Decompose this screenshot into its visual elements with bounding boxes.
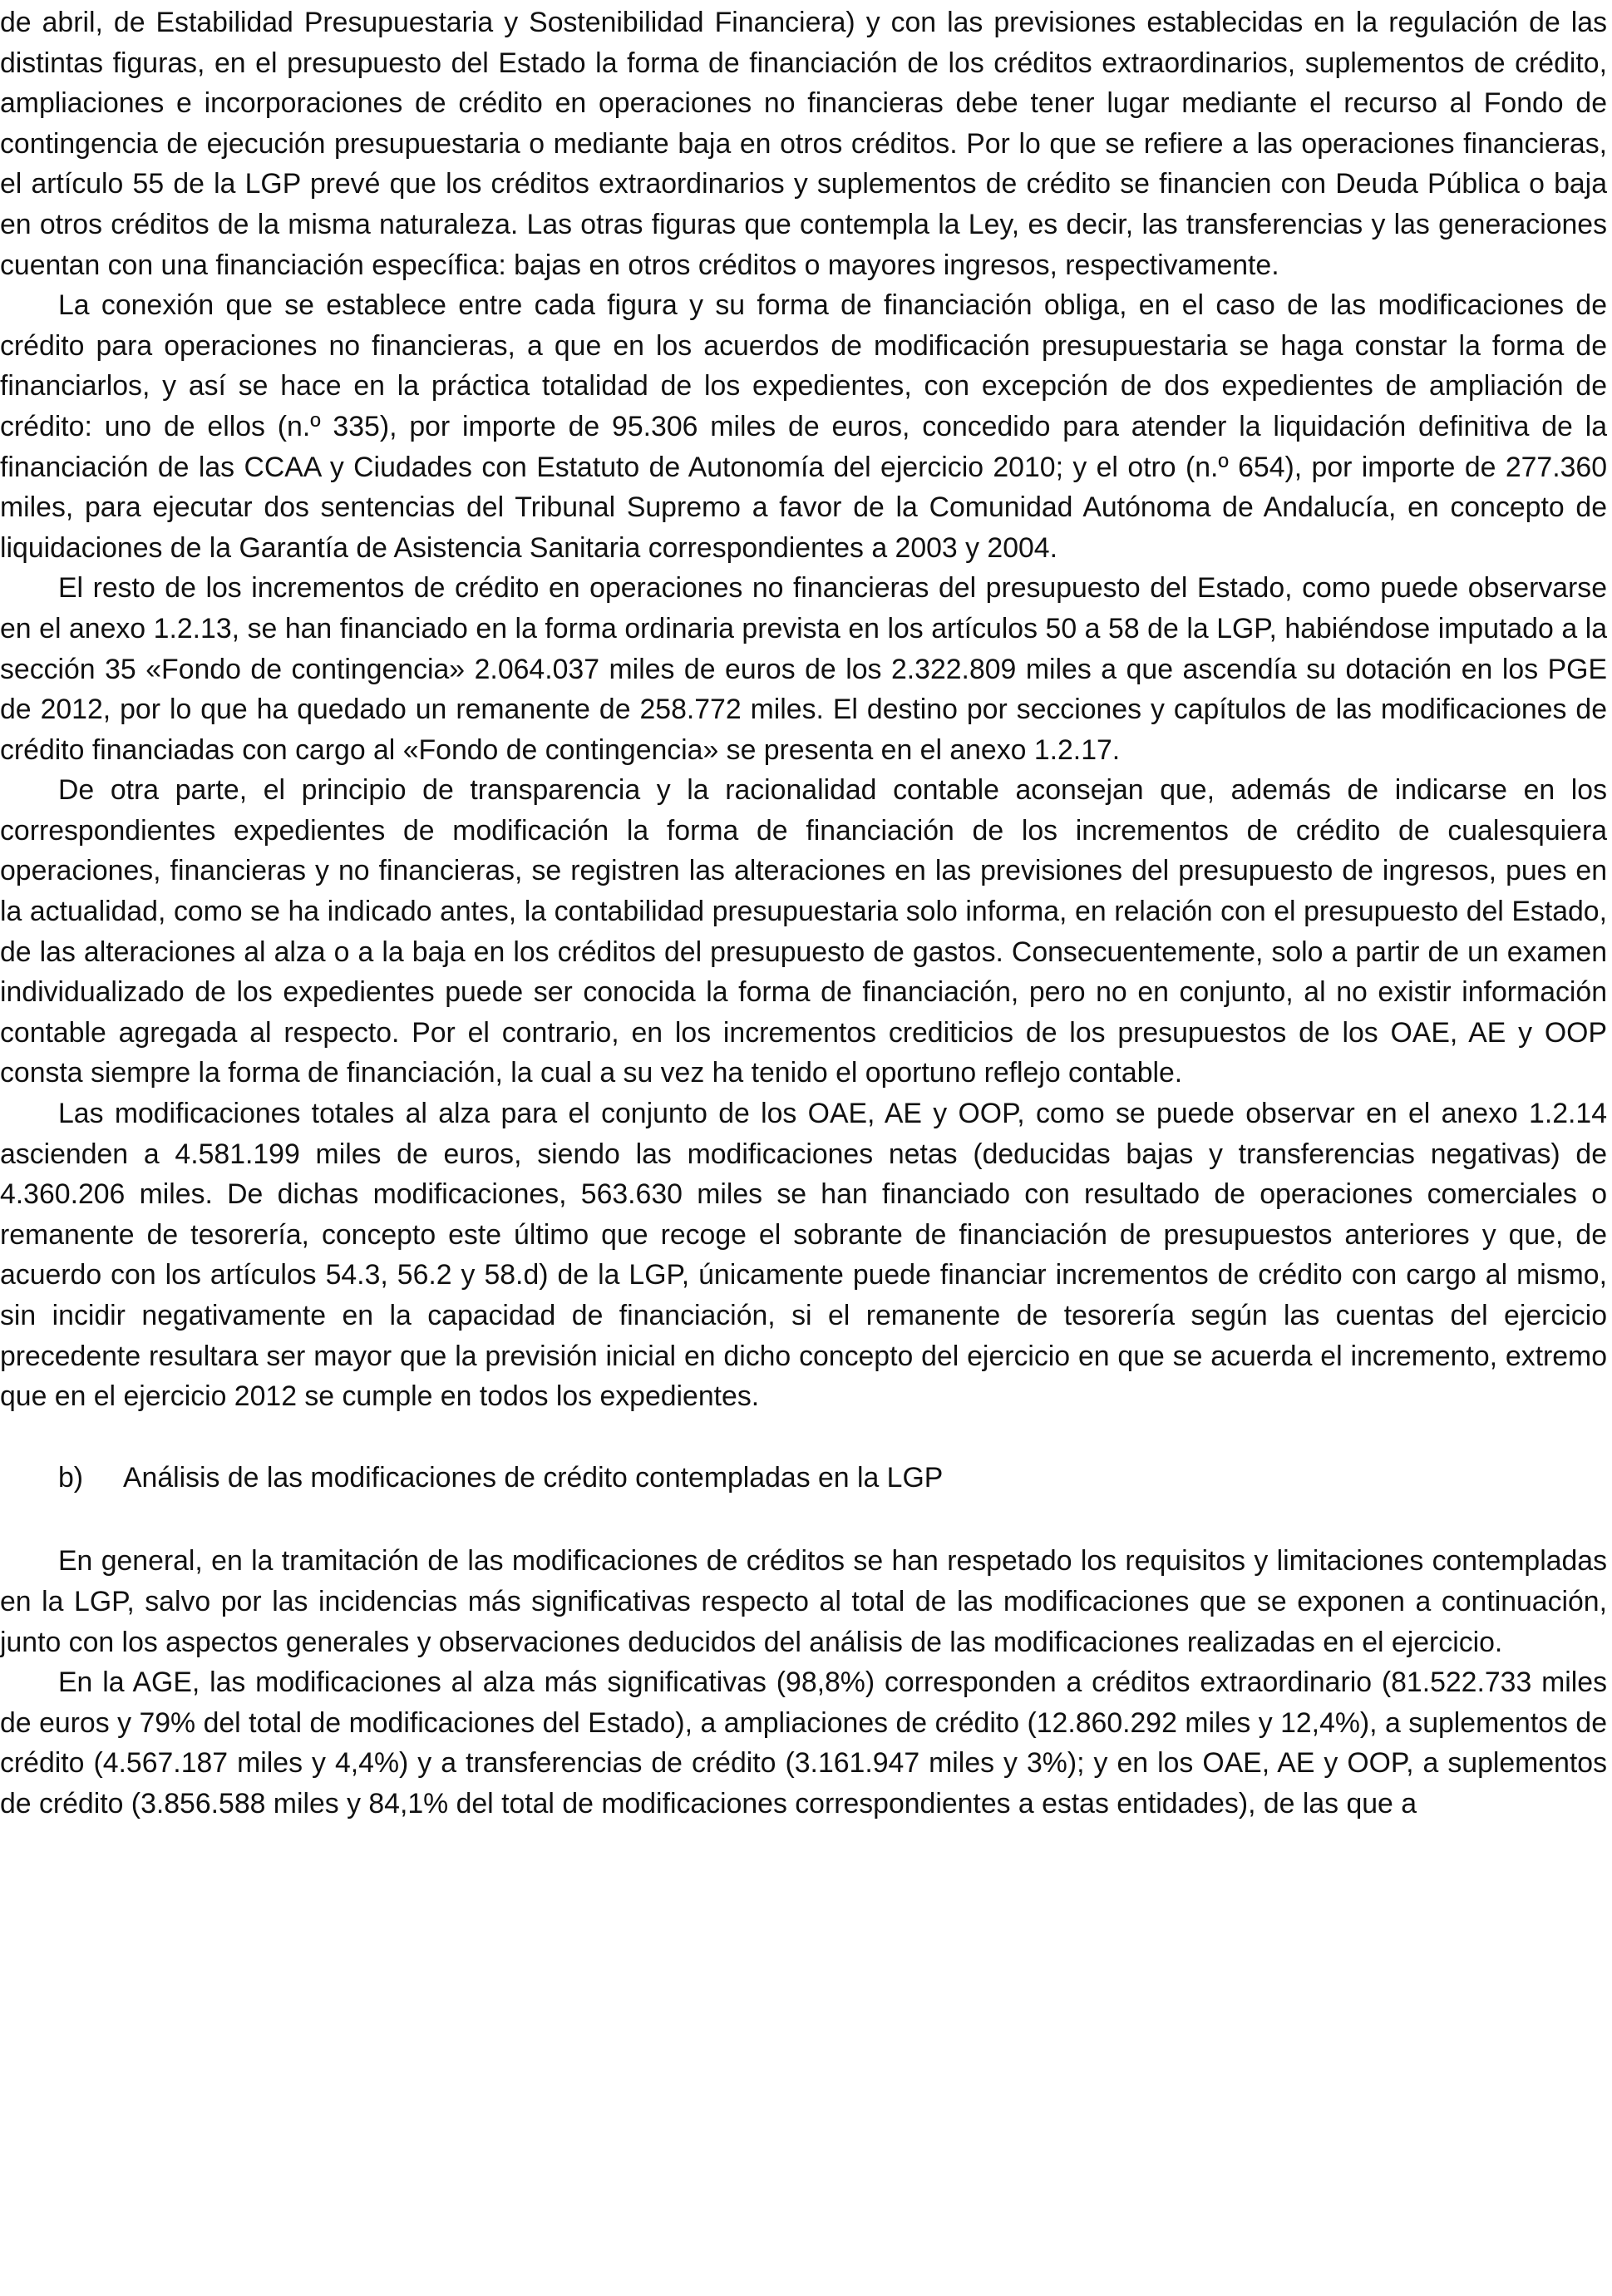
section-heading bbox=[0, 1458, 1607, 1499]
paragraph: de abril, de Estabilidad Presupuestaria y Sostenibilidad Financiera) y con las previsiones establecidas en la regulación de las distintas figuras, en el presupuesto del Estado la forma de financiación de los créditos extraordinarios, suplementos de crédito, ampliaciones e incorporaciones de crédito en operaciones no financieras debe tener lugar mediante el recurso al Fondo de contingencia de ejecución presupuestaria o mediante baja en otros créditos. Por lo que se refiere a las operaciones financieras, el artículo 55 de la LGP prevé que los créditos extraordinarios y suplementos de crédito se financien con Deuda Pública o baja en otros créditos de la misma naturaleza. Las otras figuras que contempla la Ley, es decir, las transferencias y las generaciones cuentan con una financiación específica: bajas en otros créditos o mayores ingresos, respectivamente. bbox=[0, 7, 1607, 281]
paragraph: En la AGE, las modificaciones al alza más significativas (98,8%) corresponden a créditos extraordinario (81.522.733 miles de euros y 79% del total de modificaciones del Estado), a ampliaciones de crédito (12.860.292 miles y 12,4%), a suplementos de crédito (4.567.187 miles y 4,4%) y a transferencias de crédito (3.161.947 miles y 3%); y en los OAE, AE y OOP, a suplementos de crédito (3.856.588 miles y 84,1% del total de modificaciones correspondientes a estas entidades), de las que a bbox=[0, 1666, 1607, 1820]
section-marker: b) bbox=[58, 1461, 84, 1494]
paragraph: La conexión que se establece entre cada figura y su forma de financiación obliga, en el caso de las modificaciones de crédito para operaciones no financieras, a que en los acuerdos de modificación presupuestaria se haga constar la forma de financiarlos, y así se hace en la práctica totalidad de los expedientes, con excepción de dos expedientes de ampliación de crédito: uno de ellos (n.º 335), por importe de 95.306 miles de euros, concedido para atender la liquidación definitiva de la financiación de las CCAA y Ciudades con Estatuto de Autonomía del ejercicio 2010; y el otro (n.º 654), por importe de 277.360 miles, para ejecutar dos sentencias del Tribunal Supremo a favor de la Comunidad Autónoma de Andalucía, en concepto de liquidaciones de la Garantía de Asistencia Sanitaria correspondientes a 2003 y 2004. bbox=[0, 289, 1607, 564]
paragraph: En general, en la tramitación de las modificaciones de créditos se han respetado los requisitos y limitaciones contempladas en la LGP, salvo por las incidencias más significativas respecto al total de las modificaciones que se exponen a continuación, junto con los aspectos generales y observaciones deducidos del análisis de las modificaciones realizadas en el ejercicio. bbox=[0, 1545, 1607, 1658]
section-title: Análisis de las modificaciones de crédito contempladas en la LGP bbox=[123, 1461, 944, 1494]
paragraph: Las modificaciones totales al alza para el conjunto de los OAE, AE y OOP, como se puede observar en el anexo 1.2.14 ascienden a 4.581.199 miles de euros, siendo las modificaciones netas (deducidas bajas y transferencias negativas) de 4.360.206 miles. De dichas modificaciones, 563.630 miles se han financiado con resultado de operaciones comerciales o remanente de tesorería, concepto este último que recoge el sobrante de financiación de presupuestos anteriores y que, de acuerdo con los artículos 54.3, 56.2 y 58.d) de la LGP, únicamente puede financiar incrementos de crédito con cargo al mismo, sin incidir negativamente en la capacidad de financiación, si el remanente de tesorería según las cuentas del ejercicio precedente resultara ser mayor que la previsión inicial en dicho concepto del ejercicio en que se acuerda el incremento, extremo que en el ejercicio 2012 se cumple en todos los expedientes. bbox=[0, 1098, 1607, 1413]
paragraph: El resto de los incrementos de crédito en operaciones no financieras del presupuesto del Estado, como puede observarse en el anexo 1.2.13, se han financiado en la forma ordinaria prevista en los artículos 50 a 58 de la LGP, habiéndose imputado a la sección 35 «Fondo de contingencia» 2.064.037 miles de euros de los 2.322.809 miles a que ascendía su dotación en los PGE de 2012, por lo que ha quedado un remanente de 258.772 miles. El destino por secciones y capítulos de las modificaciones de crédito financiadas con cargo al «Fondo de contingencia» se presenta en el anexo 1.2.17. bbox=[0, 572, 1607, 766]
paragraph: De otra parte, el principio de transparencia y la racionalidad contable aconsejan que, además de indicarse en los correspondientes expedientes de modificación la forma de financiación de los incrementos de crédito de cualesquiera operaciones, financieras y no financieras, se registren las alteraciones en las previsiones del presupuesto de ingresos, pues en la actualidad, como se ha indicado antes, la contabilidad presupuestaria solo informa, en relación con el presupuesto del Estado, de las alteraciones al alza o a la baja en los créditos del presupuesto de gastos. Consecuentemente, solo a partir de un examen individualizado de los expedientes puede ser conocida la forma de financiación, pero no en conjunto, al no existir información contable agregada al respecto. Por el contrario, en los incrementos crediticios de los presupuestos de los OAE, AE y OOP consta siempre la forma de financiación, la cual a su vez ha tenido el oportuno reflejo contable. bbox=[0, 774, 1607, 1089]
